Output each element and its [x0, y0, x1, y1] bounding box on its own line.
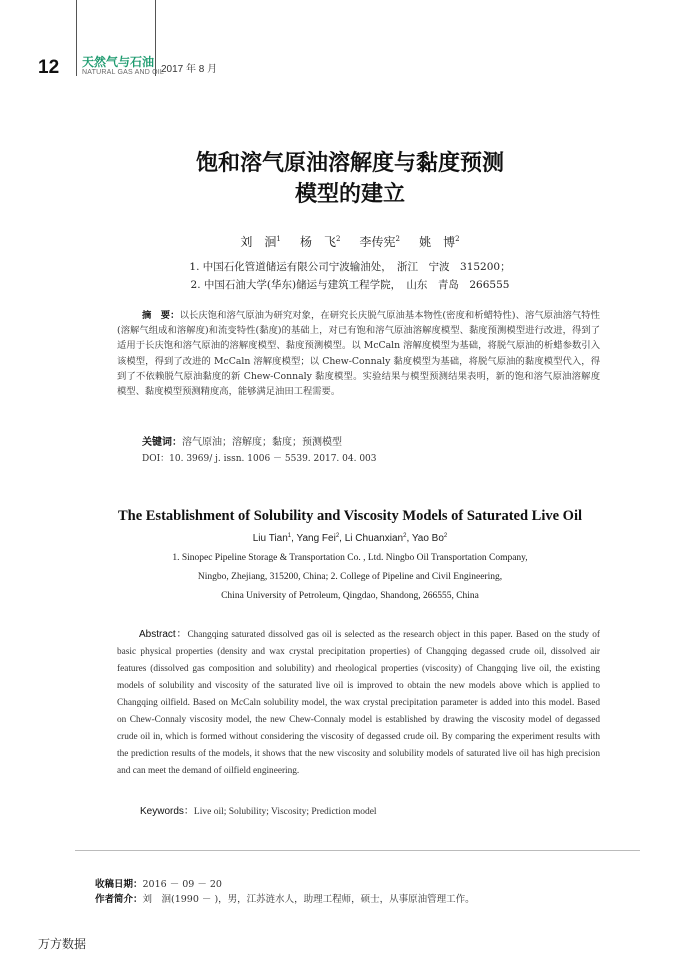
affiliation-cn-2: 2. 中国石油大学(华东)储运与建筑工程学院， 山东 青岛 266555 [190, 279, 510, 291]
authors-cn [0, 233, 700, 250]
journal-logo-cn: 天然气与石油 [82, 55, 155, 69]
wanfang-watermark: 万方数据 [38, 937, 87, 951]
affiliation-en-1: 1. Sinopec Pipeline Storage & Transportation Co. , Ltd. Ningbo Oil Transportation Company, [172, 553, 528, 563]
abstract-cn-text: 以长庆饱和溶气原油为研究对象，在研究长庆脱气原油基本物性(密度和析蜡特性)、溶气原油溶气特性(溶解气组成和溶解度)和流变特性(黏度)的基础上，对已有饱和溶气原油溶解度模型、黏度预测模型进行改进，得到了适用于长庆饱和溶气原油的溶解度模型、黏度预测模型。以 McCaln 溶解度模型为基础，将脱气原油的析蜡参数引入该模型，得到了改进的 McCaln 溶解度模型；以 Chew-Connaly 黏度模型为基础，将脱气原油的黏度模型代入，得到了不依赖脱气原油黏度的新 Chew-Connaly 黏度模型。实验结果与模型预测结果表明，新的饱和溶气原油溶解度模型、黏度模型预测精度高，能够满足油田工程需要。 [117, 310, 600, 398]
header-divider-left [76, 0, 77, 76]
keywords-en-label: Keywords： [140, 806, 194, 817]
footnote-divider [75, 850, 640, 851]
page-number: 12 [38, 57, 60, 78]
journal-logo-en: NATURAL GAS AND OIL [82, 69, 164, 76]
affiliation-en-3: China University of Petroleum, Qingdao, Shandong, 266555, China [221, 591, 479, 601]
author-en: Yao Bo$^2$ [411, 533, 448, 544]
author-bio: 作者简介：刘 洄(1990 － )，男，江苏涟水人，助理工程师，硕士，从事原油管理工作。 [95, 894, 475, 905]
abstract-cn [117, 308, 600, 399]
author-cn: 刘 洄$^1$ [240, 235, 281, 249]
abstract-en-label: Abstract： [139, 629, 188, 640]
keywords-cn-label: 关键词： [142, 437, 182, 448]
affiliation-cn-1: 1. 中国石化管道储运有限公司宁波输油处， 浙江 宁波 315200； [189, 261, 511, 273]
abstract-en-text: Changqing saturated dissolved gas oil is selected as the research object in this paper. Based on the study of basic physical properties (density and wax crystal precipitation properties) of Changqing degassed crude oil, dissolved air features (dissolved gas composition and solubility) and rheological properties (viscosity) of Changqing live oil, the existing models of solubility and viscosity of the saturated live oil is improved to obtain the new models above which is applied to Changqing oilfield. Based on McCaln solubility model, the wax crystal precipitation parameter is added into this model. Based on Chew-Connaly viscosity model, the new Chew-Connaly model is established by drawing the viscosity model of degassed crude oil in, which is formed without considering the viscosity of degassed crude oil. By comparing the experiment results with the prediction results of the models, it shows that the new viscosity and solubility models of saturated live oil has high precision and can meet the demand of oilfield engineering. [117, 630, 600, 776]
abstract-en [117, 626, 600, 780]
abstract-cn-label: 摘 要： [142, 310, 180, 321]
author-cn: 姚 博$^2$ [419, 235, 460, 249]
header-divider-right [155, 0, 156, 76]
keywords-cn [142, 433, 342, 448]
author-en: Yang Fei$^2$ [296, 533, 340, 544]
author-en: Li Chuanxian$^2$ [344, 533, 407, 544]
author-cn: 杨 飞$^2$ [299, 235, 341, 249]
affiliation-en-2: Ningbo, Zhejiang, 315200, China; 2. College of Pipeline and Civil Engineering, [197, 572, 503, 582]
authors-en: Liu Tian$^1$, Yang Fei$^2$, Li Chuanxian$^2$, Yao Bo$^2$ [252, 533, 448, 544]
received-date: 收稿日期：2016 － 09 － 20 [95, 879, 222, 890]
title-en: The Establishment of Solubility and Viscosity Models of Saturated Live Oil [117, 508, 583, 524]
author-en: Liu Tian$^1$ [252, 533, 292, 544]
doi: DOI：10. 3969/ j. issn. 1006 － 5539. 2017. 04. 003 [142, 454, 377, 464]
keywords-en-text: Live oil; Solubility; Viscosity; Prediction model [193, 807, 377, 817]
keywords-cn-text: 溶气原油；溶解度；黏度；预测模型 [182, 437, 342, 448]
title-cn-line-2: 模型的建立 [294, 181, 405, 207]
author-cn: 李传宪$^2$ [359, 235, 401, 249]
title-cn-line-1: 饱和溶气原油溶解度与黏度预测 [195, 150, 504, 176]
keywords-en [140, 802, 377, 817]
issue-date: 2017 年 8 月 [161, 64, 218, 75]
